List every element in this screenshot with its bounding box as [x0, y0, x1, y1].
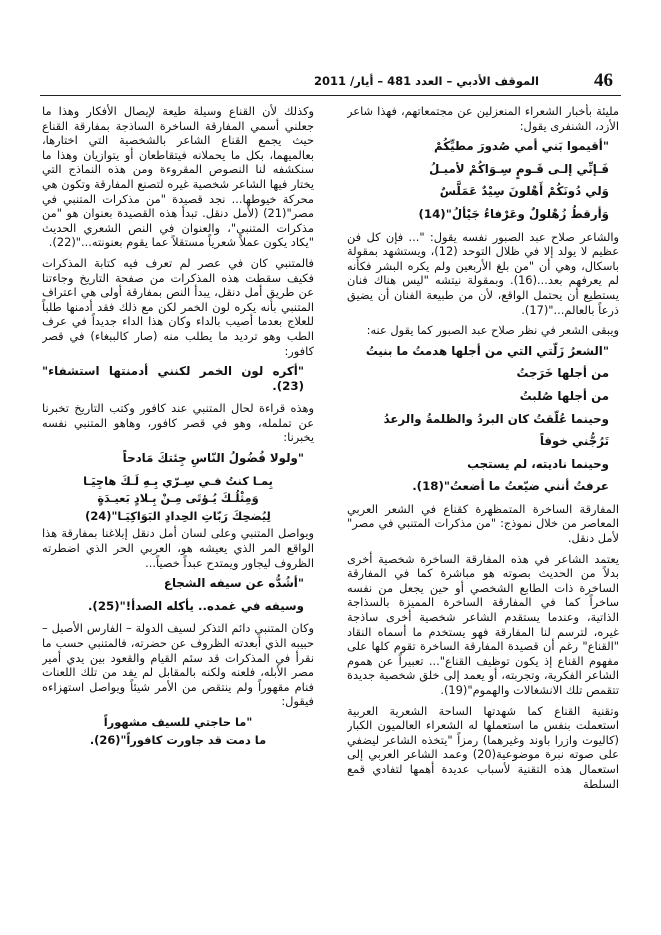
verse-line: وَلي دُونَكُمْ أَهْلونَ سِيْدٌ عَمَلَّسٌ [439, 184, 609, 199]
paragraph: وكان المتنبي دائم التذكر لسيف الدولة – الفارس الأصيل – حبيبه الذي أبعدته الظروف عن حضرته، فالمتنبي حسب ما نقرأ في المذكرات قد سئم القيام والقعود بين يدي أمير مصر الأبله، فلعنه ولكنه بالمقابل لم يفد من تلك اللعنات فنام مقهوراً ولم ينتقص من الأمر شيئاً ويواصل استهزاءه فيقول: [42, 621, 314, 709]
right-column [347, 104, 619, 905]
verse-line: وحينما ناديته، لم يستجب [467, 456, 609, 471]
verse-line: من أجلها صُلبتُ [519, 388, 609, 403]
verse-line: وَمِثْلُـكَ يُـؤتَى مِـنْ بِـلادٍ بَعيـدَةٍ [97, 491, 259, 506]
paragraph: وتقنية القناع كما شهدتها الساحة الشعرية العربية استعملت بنفس ما استعملها له الشعراء العالميون الكبار (كاليوت وازرا باوند وغيرهما) رمزاً "يتخذه الشاعر ليضفي على صوته نبرة موضوعية(20) وعمد الشاعر العربي إلى استعمال هذه التقنية لأسباب عديدة أهمها لتفادي قمع السلطة [347, 703, 619, 791]
running-title: الموقف الأدبي – العدد 481 – أيار/ 2011 [313, 74, 539, 88]
page-number: 46 [594, 70, 613, 91]
verse-line: بِمـا كنتُ فـي سِـرّي بِـهِ لَـكَ هاجِيَـا [83, 473, 273, 488]
left-column [42, 104, 314, 905]
paragraph: يعتمد الشاعر في هذه المفارقة الساخرة شخصية أخرى بدلاً من الحديث بصوته هو مباشرة كما في المفارقة الساخرة ذات الطابع الشخصي أو حين يجعل من نفسه ساخراً كما في المفارقة الساخرة المميزة بالسذاجة الذاتية، وعندما يستقدم الشاعر شخصية أخرى ساذجة غيره، لترسم لنا المفارقة فهو يستخدم ما أسماه النقاد "القناع" رغم أن قصيدة المفارقة الساخرة تقوم كلها على مفهوم القناع إذ يكون توظيف القناع"... تعبيراً عن هموم الشاعر الفكرية، وتجربته، أو يعمد إلى خلق شخصية جديدة تتقمص تلك الانشغالات والهموم"(19). [347, 551, 619, 697]
verse-line: "أقيموا بَني أمي صُدورَ مطيِّكُمْ [433, 139, 609, 154]
verse-line: "أشُدُّه عن سيفه الشجاع [163, 576, 304, 591]
verse-line: وَأرقطُ زُهْلولٌ وعَرْفاءُ جَيْألُ"(14) [418, 206, 609, 221]
verse-line: "الشعرُ زَلّتي التي من أجلها هدمتُ ما بنيتُ [365, 343, 609, 358]
verse-line: من أجلها خَرَجتُ [516, 366, 609, 381]
verse-line: تَرُجُّني خوفاً [539, 434, 609, 449]
verse-line: لِيُضحِكَ رَبّاتِ الحِدادِ البَوَاكِيَـا"(24) [85, 508, 271, 523]
verse-line: عرفتُ أنني ضيّعتُ ما أضعتُ"(18). [412, 479, 609, 494]
verse-line: وحينما عُلّقتُ كان البردُ والظلمةُ والرعدُ [383, 411, 609, 426]
verse-line: "أكره لون الخمر لكنني أدمنتها استشفاء"(23). [42, 364, 304, 393]
paragraph: وكذلك لأن القناع وسيلة طيعة لإيصال الأفكار وهذا ما جعلني أسمي المفارقة الساخرة الساذجة بمفارقة القناع حيث يجمع القناع الشاعر بالشخصية التي اختارها، بعالميهما، بكل ما يحملانه فيتقاطعان أو يتوازيان وهذا ما سنكشفه لنا النصوص المقروءة ومن هذه النماذج التي يختار فيها الشاعر شخصية غيره لتصنع المفارقة وتكون هي محركة خيوطها... نجد قصيدة "من مذكرات المتنبي في مصر"(21) (لأمل دنقل. تبدأ هذه القصيدة بعنوان هو "من مذكرات المتنبي"، والعنوان في النص الشعري الحديث "يكاد يكون عملاً شعرياً مستقلاً عما يقوم بعنونته..."(22). [42, 104, 314, 250]
verse-line: فَـإنِّي إلـى قَـومٍ سِـوَاكُمْ لأميـلُ [429, 161, 609, 176]
verse-line: "ولولا فُضُولُ النّاسِ جِئتكَ مَادحاً [122, 451, 304, 466]
page-header [40, 68, 621, 92]
paragraph: ويبقى الشعر في نظر صلاح عبد الصبور كما يقول عنه: [366, 323, 619, 338]
paragraph: والشاعر صلاح عبد الصبور نفسه يقول: "... فإن كل فن عظيم لا يولد إلا في ظلال التوحد (12)، ويستشهد بمقولة باسكال، وهي أن "من بلغ الأربعين ولم يكره البشر فكأنه لم يعرفهم بعد...(16). وبمقولة نيتشه "ليس هناك فنان يستطيع أن يحتمل الواقع، لأن من طبيعة الفنان أن يضيق ذرعاً بالعالم..."(17). [347, 229, 619, 317]
verse-line: ما دمت قد جاورت كافوراً"(26). [89, 732, 267, 747]
paragraph: ويواصل المتنبي وعلى لسان أمل دنقل إبلاغنا بمفارقة هذا الواقع المر الذي يعيشه هو، العربي الحر الذي اضطرته الظروف ليجاور ويمتدح عبداً خصياً... [42, 526, 314, 570]
paragraph: المفارقة الساخرة المتمظهرة كقناع في الشعر العربي المعاصر من خلال نموذج: "من مذكرات المتنبي في مصر" لأمل دنقل. [347, 501, 619, 546]
paragraph: مليئة بأخبار الشعراء المنعزلين عن مجتمعاتهم، فهذا شاعر الأزد، الشنفرى يقول: [347, 104, 619, 133]
verse-line: وسيفه في غمده.. يأكله الصدأ!"(25). [87, 598, 304, 613]
verse-line: "ما حاجتي للسيف مشهوراً [103, 714, 253, 729]
header-rule [40, 95, 621, 96]
paragraph: فالمتنبي كان في عصر لم تعرف فيه كتابة المذكرات فكيف سقطت هذه المذكرات من صفحة التاريخ وجاءتنا عن طريق أمل دنقل، يبدأ النص بمفارقة أولى هي اعتراف المتنبي بأنه يكره لون الخمر لكن مع ذلك فقد أدمنها طلباً للعلاج بعدما أصيب بالداء وكان هذا الداء جديداً في عرف الطب وهو ترديد ما يطلب منه (صار كالببغاء) في قصر كافور: [42, 255, 314, 358]
paragraph: وهذه قراءة لحال المتنبي عند كافور وكتب التاريخ تخبرنا عن تململه، وهو في قصر كافور، وهاهو المتنبي نفسه يخبرنا: [42, 401, 314, 445]
